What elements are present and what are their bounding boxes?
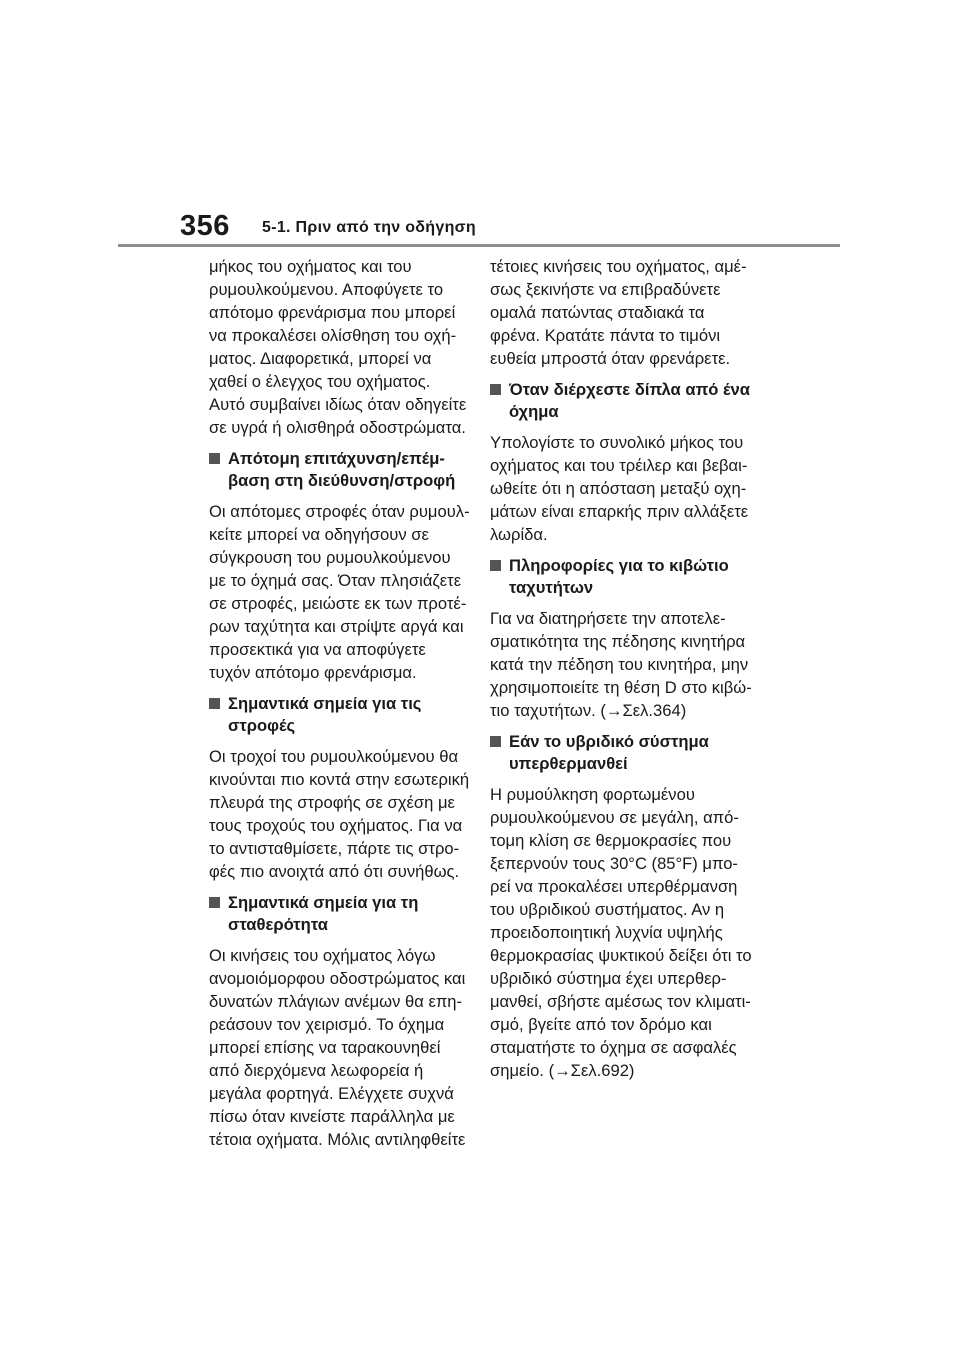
section-body-passing-vehicle xyxy=(490,431,766,546)
text-line: από διερχόμενα λεωφορεία ή xyxy=(209,1061,424,1080)
text-line: σως ξεκινήστε να επιβραδύνετε xyxy=(490,280,721,299)
text-line: σε στροφές, μειώστε εκ των προτέ- xyxy=(209,594,467,613)
text-line: μανθεί, σβήστε αμέσως τον κλιματι- xyxy=(490,992,751,1011)
text-line: λωρίδα. xyxy=(490,525,548,544)
heading-line: στροφές xyxy=(228,716,296,735)
right-column xyxy=(490,255,766,1082)
text-line: πίσω όταν κινείστε παράλληλα με xyxy=(209,1107,455,1126)
text-line: οχήματος και του τρέιλερ και βεβαι- xyxy=(490,456,748,475)
text-line: σματικότητα της πέδησης κινητήρα xyxy=(490,632,746,651)
text-line: ανομοιόμορφου οδοστρώματος και xyxy=(209,969,466,988)
text-line: προειδοποιητική λυχνία υψηλής xyxy=(490,923,723,942)
text-line: υβριδικό σύστημα έχει υπερθερ- xyxy=(490,969,727,988)
text-line: χαθεί ο έλεγχος του οχήματος. xyxy=(209,372,431,391)
text-line: ρεάσουν τον χειρισμό. Το όχημα xyxy=(209,1015,445,1034)
text-line: κατά την πέδηση του κινητήρα, μην xyxy=(490,655,749,674)
text-line: Για να διατηρήσετε την αποτελε- xyxy=(490,609,726,628)
text-line: ρυμουλκούμενου σε μεγάλη, από- xyxy=(490,808,739,827)
text-line: φρένα. Κρατάτε πάντα το τιμόνι xyxy=(490,326,721,345)
square-bullet-icon xyxy=(490,384,501,395)
text-line: ρων ταχύτητα και στρίψτε αργά και xyxy=(209,617,464,636)
text-line: απότομο φρενάρισμα που μπορεί xyxy=(209,303,456,322)
text-line: το αντισταθμίσετε, πάρτε τις στρο- xyxy=(209,839,460,858)
heading-line: σταθερότητα xyxy=(228,915,328,934)
page-reference-link[interactable]: σημείο. (→Σελ.692) xyxy=(490,1061,635,1080)
section-body-stability xyxy=(209,944,485,1151)
text-line: μήκος του οχήματος και του xyxy=(209,257,412,276)
text-line: πλευρά της στροφής σε σχέση με xyxy=(209,793,455,812)
text-line: σε υγρά ή ολισθηρά οδοστρώματα. xyxy=(209,418,466,437)
text-line: τέτοια οχήματα. Μόλις αντιληφθείτε xyxy=(209,1130,466,1149)
text-line: ρεί να προκαλέσει υπερθέρμανση xyxy=(490,877,738,896)
heading-line: όχημα xyxy=(509,402,559,421)
text-line: σταματήστε το όχημα σε ασφαλές xyxy=(490,1038,737,1057)
text-line: φές πιο ανοιχτά από ότι συνήθως. xyxy=(209,862,460,881)
text-line: ομαλά πατώντας σταδιακά τα xyxy=(490,303,705,322)
text-line: να προκαλέσει ολίσθηση του οχή- xyxy=(209,326,457,345)
text-line: Οι κινήσεις του οχήματος λόγω xyxy=(209,946,436,965)
text-line: τομη κλίση σε θερμοκρασίες που xyxy=(490,831,732,850)
heading-line: Σημαντικά σημεία για τη xyxy=(228,893,419,912)
section-heading-turns xyxy=(209,693,485,737)
text-line: κείτε μπορεί να οδηγήσουν σε xyxy=(209,525,429,544)
text-line: θερμοκρασίας ψυκτικού δείξει ότι το xyxy=(490,946,752,965)
heading-line: βαση στη διεύθυνση/στροφή xyxy=(228,471,456,490)
text-line: τυχόν απότομο φρενάρισμα. xyxy=(209,663,417,682)
square-bullet-icon xyxy=(209,453,220,464)
heading-line: υπερθερμανθεί xyxy=(509,754,628,773)
heading-line: Όταν διέρχεστε δίπλα από ένα xyxy=(509,380,750,399)
text-line: ρυμουλκούμενου. Αποφύγετε το xyxy=(209,280,444,299)
section-body-hybrid-overheat xyxy=(490,783,766,1082)
page-number: 356 xyxy=(180,210,230,242)
text-line: Αυτό συμβαίνει ιδίως όταν οδηγείτε xyxy=(209,395,467,414)
text-line: μεγάλα φορτηγά. Ελέγχετε συχνά xyxy=(209,1084,454,1103)
heading-line: Σημαντικά σημεία για τις xyxy=(228,694,422,713)
text-line: χρησιμοποιείτε τη θέση D στο κιβώ- xyxy=(490,678,752,697)
text-line: Οι τροχοί του ρυμουλκούμενου θα xyxy=(209,747,459,766)
left-column xyxy=(209,255,485,1151)
square-bullet-icon xyxy=(490,736,501,747)
text-line: ευθεία μπροστά όταν φρενάρετε. xyxy=(490,349,731,368)
square-bullet-icon xyxy=(209,897,220,908)
section-body-turns xyxy=(209,745,485,883)
text-line: σύγκρουση του ρυμουλκούμενου xyxy=(209,548,451,567)
left-intro-paragraph xyxy=(209,255,485,439)
page-reference-link[interactable]: τιο ταχυτήτων. (→Σελ.364) xyxy=(490,701,687,720)
heading-line: Απότομη επιτάχυνση/επέμ- xyxy=(228,449,445,468)
text-line: Οι απότομες στροφές όταν ρυμουλ- xyxy=(209,502,470,521)
square-bullet-icon xyxy=(490,560,501,571)
text-line: του υβριδικού συστήματος. Αν η xyxy=(490,900,725,919)
section-heading-sudden-steering xyxy=(209,448,485,492)
section-heading-stability xyxy=(209,892,485,936)
heading-line: ταχυτήτων xyxy=(509,578,594,597)
text-line: τους τροχούς του οχήματος. Για να xyxy=(209,816,463,835)
text-line: μπορεί επίσης να ταρακουνηθεί xyxy=(209,1038,441,1057)
section-heading-transmission xyxy=(490,555,766,599)
section-heading-hybrid-overheat xyxy=(490,731,766,775)
section-body-transmission xyxy=(490,607,766,722)
heading-line: Πληροφορίες για το κιβώτιο xyxy=(509,556,729,575)
section-body-sudden-steering xyxy=(209,500,485,684)
text-line: ματος. Διαφορετικά, μπορεί να xyxy=(209,349,432,368)
text-line: με το όχημά σας. Όταν πλησιάζετε xyxy=(209,571,462,590)
text-line: Η ρυμούλκηση φορτωμένου xyxy=(490,785,695,804)
square-bullet-icon xyxy=(209,698,220,709)
text-line: προσεκτικά για να αποφύγετε xyxy=(209,640,426,659)
text-line: τέτοιες κινήσεις του οχήματος, αμέ- xyxy=(490,257,747,276)
header-divider xyxy=(118,244,840,247)
text-line: ξεπερνούν τους 30°C (85°F) μπο- xyxy=(490,854,738,873)
text-line: ωθείτε ότι η απόσταση μεταξύ οχη- xyxy=(490,479,747,498)
text-line: σμό, βγείτε από τον δρόμο και xyxy=(490,1015,712,1034)
text-line: δυνατών πλάγιων ανέμων θα επη- xyxy=(209,992,463,1011)
right-intro-paragraph xyxy=(490,255,766,370)
text-line: Υπολογίστε το συνολικό μήκος του xyxy=(490,433,744,452)
text-line: κινούνται πιο κοντά στην εσωτερική xyxy=(209,770,470,789)
section-title: 5-1. Πριν από την οδήγηση xyxy=(262,219,476,236)
text-line: μάτων είναι επαρκής πριν αλλάξετε xyxy=(490,502,749,521)
section-heading-passing-vehicle xyxy=(490,379,766,423)
heading-line: Εάν το υβριδικό σύστημα xyxy=(509,732,709,751)
